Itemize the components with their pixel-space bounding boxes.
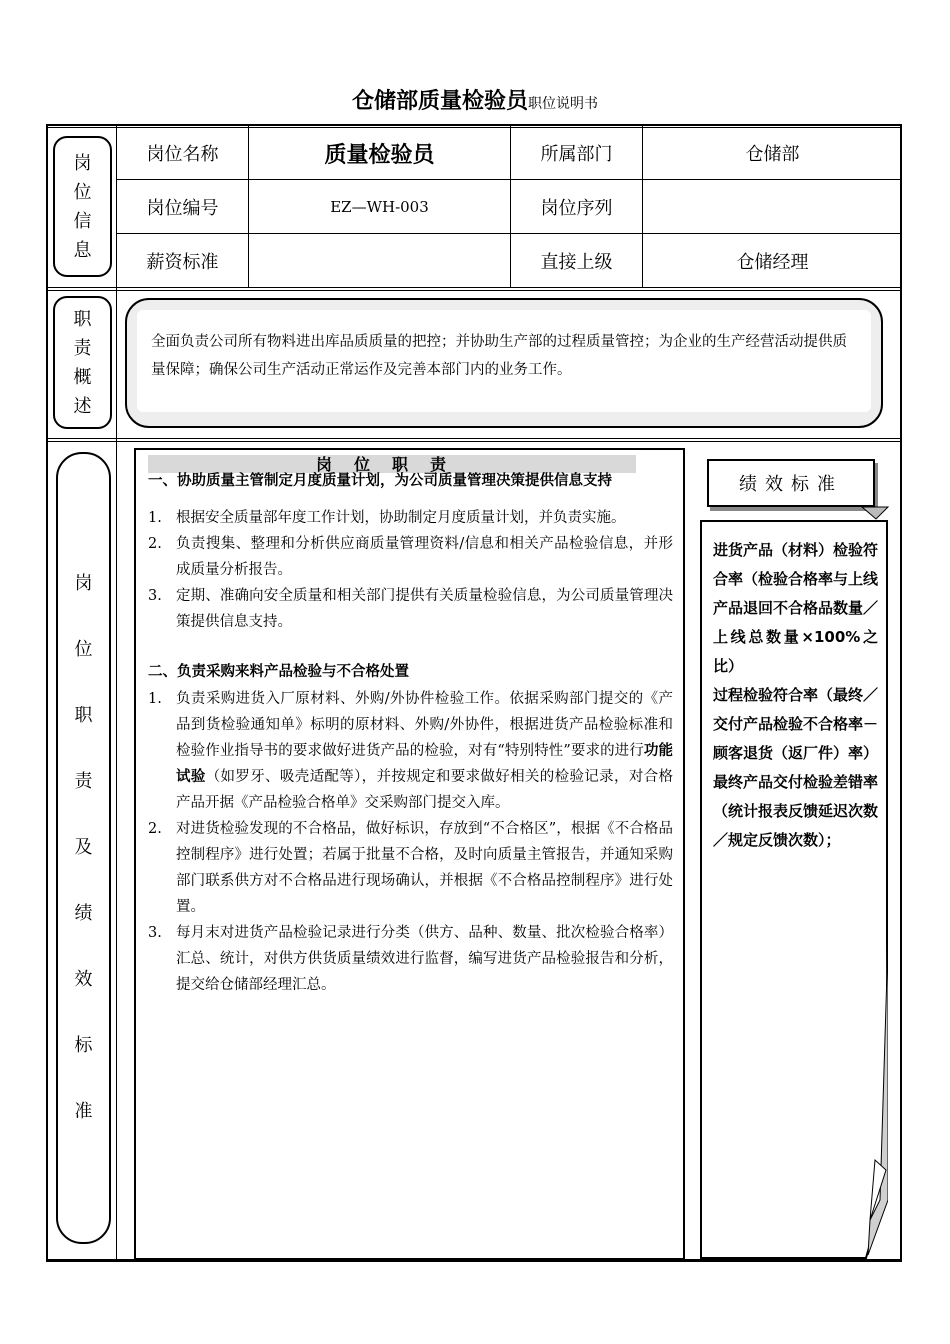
label-char: 及 bbox=[74, 837, 93, 858]
value-salary bbox=[249, 234, 510, 287]
divider-summary-2 bbox=[46, 441, 902, 442]
performance-line: 进货产品（材料）检验符合率（检验合格率与上线产品退回不合格品数量／上线总数量×100%之比） bbox=[713, 541, 879, 675]
item-number: 3. bbox=[148, 925, 162, 941]
item-number: 3. bbox=[148, 588, 162, 604]
label-char: 信 bbox=[73, 210, 92, 232]
list-item bbox=[148, 583, 673, 635]
duties-section2-list bbox=[148, 686, 673, 998]
item-text: （如罗牙、吸壳适配等），并按规定和要求做好相关的检验记录，对合格产品开据《产品检验合格单》交采购部门提交入库。 bbox=[176, 769, 674, 811]
value-department: 仓储部 bbox=[745, 144, 800, 165]
label-char: 准 bbox=[74, 1101, 93, 1122]
label-position-code: 岗位编号 bbox=[146, 197, 219, 219]
item-number: 1. bbox=[148, 510, 162, 526]
label-char: 效 bbox=[74, 969, 93, 990]
duties-section2-title: 二、负责采购来料产品检验与不合格处置 bbox=[148, 664, 409, 680]
section-label-duties bbox=[56, 452, 111, 1244]
label-char: 责 bbox=[73, 337, 92, 359]
label-char: 述 bbox=[73, 395, 92, 417]
divider-summary bbox=[46, 438, 902, 439]
duties-section1-list bbox=[148, 505, 673, 635]
section-label-summary bbox=[53, 296, 112, 429]
label-salary: 薪资标准 bbox=[146, 251, 219, 273]
label-char: 息 bbox=[73, 239, 92, 261]
item-text: 每月末对进货产品检验记录进行分类（供方、品种、数量、批次检验合格率）汇总、统计，对供方供货质量绩效进行监督，编写进货产品检验报告和分析，提交给仓储部经理汇总。 bbox=[176, 925, 673, 993]
section-label-info bbox=[53, 136, 112, 277]
item-number: 1. bbox=[148, 691, 162, 707]
item-text: 对进货检验发现的不合格品，做好标识，存放到“不合格区”，根据《不合格品控制程序》进行处置；若属于批量不合格，及时向质量主管报告，并通知采购部门联系供方对不合格品进行现场确认，并根据《不合格品控制程序》进行处置。 bbox=[176, 821, 673, 915]
divider-info-2 bbox=[46, 290, 902, 291]
label-position-sequence: 岗位序列 bbox=[540, 197, 613, 219]
list-item bbox=[148, 531, 673, 583]
label-char: 概 bbox=[73, 366, 92, 388]
label-department: 所属部门 bbox=[540, 144, 613, 165]
duties-heading: 岗位职责 bbox=[148, 455, 636, 473]
performance-heading: 绩效标准 bbox=[707, 459, 875, 507]
label-char: 位 bbox=[74, 639, 93, 660]
label-char: 绩 bbox=[74, 903, 93, 924]
value-supervisor: 仓储经理 bbox=[736, 251, 809, 273]
performance-line: 过程检验符合率（最终／交付产品检验不合格率－顾客退货（返厂件）率） bbox=[713, 686, 879, 762]
summary-inner bbox=[137, 310, 871, 412]
performance-line: 最终产品交付检验差错率（统计报表反馈延迟次数／规定反馈次数）； bbox=[713, 773, 879, 849]
list-item bbox=[148, 505, 673, 531]
title-sub: 职位说明书 bbox=[528, 96, 598, 112]
label-char: 岗 bbox=[73, 152, 92, 174]
list-item bbox=[148, 920, 673, 998]
value-position-sequence bbox=[643, 180, 902, 233]
label-char: 职 bbox=[73, 308, 92, 330]
item-text: 定期、准确向安全质量和相关部门提供有关质量检验信息，为公司质量管理决策提供信息支持。 bbox=[176, 588, 673, 630]
summary-box bbox=[125, 298, 883, 428]
title-main: 仓储部质量检验员 bbox=[351, 89, 528, 114]
label-char: 责 bbox=[74, 771, 93, 792]
page-title bbox=[0, 84, 950, 115]
value-position-code: EZ—WH-003 bbox=[330, 197, 429, 216]
list-item bbox=[148, 816, 673, 920]
divider-info bbox=[46, 287, 902, 288]
summary-text: 全面负责公司所有物料进出库品质质量的把控；并协助生产部的过程质量管控；为企业的生产经营活动提供质量保障；确保公司生产活动正常运作及完善本部门内的业务工作。 bbox=[151, 334, 847, 378]
label-char: 标 bbox=[74, 1035, 93, 1056]
label-column-divider bbox=[116, 126, 117, 1262]
item-text-bold: 功能试验 bbox=[176, 743, 673, 785]
label-char: 岗 bbox=[74, 573, 93, 594]
label-supervisor: 直接上级 bbox=[540, 251, 613, 273]
item-number: 2. bbox=[148, 536, 162, 552]
item-number: 2. bbox=[148, 821, 162, 837]
item-text: 根据安全质量部年度工作计划，协助制定月度质量计划，并负责实施。 bbox=[176, 510, 626, 526]
value-position-name: 质量检验员 bbox=[324, 142, 435, 168]
performance-text bbox=[713, 536, 878, 855]
label-position-name: 岗位名称 bbox=[146, 144, 219, 165]
list-item bbox=[148, 686, 673, 816]
item-text: 负责采购进货入厂原材料、外购/外协件检验工作。依据采购部门提交的《产品到货检验通知单》标明的原材料、外购/外协件，根据进货产品检验标准和检验作业指导书的要求做好进货产品的检验，对有“特别特性”要求的进行 bbox=[176, 691, 673, 759]
duties-section1-title: 一、协助质量主管制定月度质量计划，为公司质量管理决策提供信息支持 bbox=[148, 473, 612, 489]
label-char: 职 bbox=[74, 705, 93, 726]
item-text: 负责搜集、整理和分析供应商质量管理资料/信息和相关产品检验信息，并形成质量分析报告。 bbox=[176, 536, 673, 578]
label-char: 位 bbox=[73, 181, 92, 203]
